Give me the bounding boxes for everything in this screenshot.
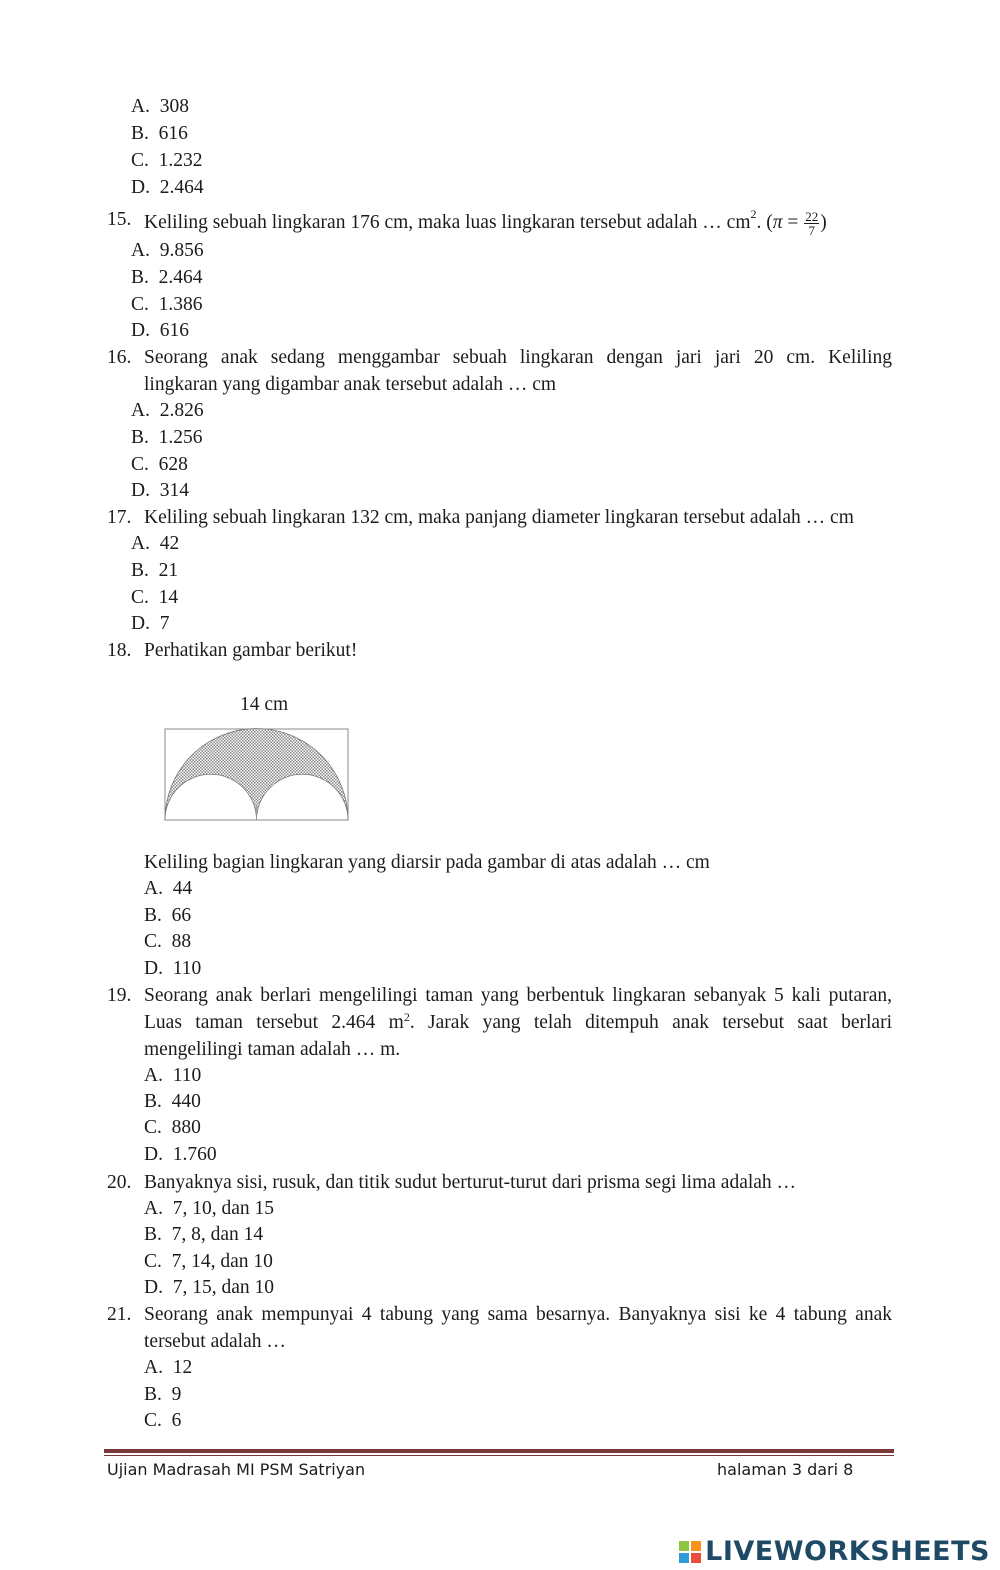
q14-option-b: B. 616	[131, 123, 188, 144]
brand-text: LIVEWORKSHEETS	[705, 1536, 990, 1567]
q15-option-c: C. 1.386	[131, 294, 203, 315]
q17-option-a: A. 42	[131, 533, 180, 554]
liveworksheets-logo-icon	[679, 1541, 701, 1563]
q18-option-c: C. 88	[144, 931, 192, 952]
q17-option-c: C. 14	[131, 587, 179, 608]
q16-option-a: A. 2.826	[131, 400, 204, 421]
footer-page-number: halaman 3 dari 8	[717, 1460, 854, 1479]
q17-number: 17.	[107, 507, 132, 528]
q21-option-a: A. 12	[144, 1357, 193, 1378]
q20-number: 20.	[107, 1172, 132, 1193]
q19-option-c: C. 880	[144, 1117, 201, 1138]
q17-option-b: B. 21	[131, 560, 179, 581]
q18-option-b: B. 66	[144, 905, 192, 926]
q21-number: 21.	[107, 1304, 132, 1325]
q18-question: Keliling bagian lingkaran yang diarsir pada gambar di atas adalah … cm	[144, 852, 710, 873]
footer-rule-thin	[104, 1455, 894, 1456]
q21-option-b: B. 9	[144, 1384, 182, 1405]
q14-option-a: A. 308	[131, 96, 189, 117]
q15-option-d: D. 616	[131, 320, 189, 341]
q16-option-b: B. 1.256	[131, 427, 203, 448]
q21-option-c: C. 6	[144, 1410, 182, 1431]
q16-option-c: C. 628	[131, 454, 188, 475]
q20-option-b: B. 7, 8, dan 14	[144, 1224, 264, 1245]
q15-option-b: B. 2.464	[131, 267, 203, 288]
q15-option-a: A. 9.856	[131, 240, 204, 261]
pi-fraction: $\frac{22}{7}$	[805, 209, 819, 238]
q18-option-d: D. 110	[144, 958, 202, 979]
q14-option-d: D. 2.464	[131, 177, 204, 198]
figure-dimension-label: 14 cm	[240, 694, 289, 715]
q18-number: 18.	[107, 640, 132, 661]
q18-option-a: A. 44	[144, 878, 193, 899]
q20-option-c: C. 7, 14, dan 10	[144, 1251, 273, 1272]
footer-school-name: Ujian Madrasah MI PSM Satriyan	[107, 1460, 366, 1479]
q21-text-line1: Seorang anak mempunyai 4 tabung yang sama besarnya. Banyaknya sisi ke 4 tabung anak	[144, 1304, 892, 1325]
liveworksheets-brand[interactable]	[679, 1536, 990, 1567]
q20-option-a: A. 7, 10, dan 15	[144, 1198, 274, 1219]
q15-text: Keliling sebuah lingkaran 176 cm, maka luas lingkaran tersebut adalah … $cm^2$. (π = $\frac{22}{7}$ )	[144, 207, 827, 238]
shaded-semicircle-figure	[164, 728, 350, 822]
q19-text-line3: mengelilingi taman adalah … m.	[144, 1039, 401, 1060]
q20-text: Banyaknya sisi, rusuk, dan titik sudut berturut-turut dari prisma segi lima adalah …	[144, 1172, 797, 1193]
q20-option-d: D. 7, 15, dan 10	[144, 1277, 274, 1298]
q18-text: Perhatikan gambar berikut!	[144, 640, 358, 661]
q19-option-b: B. 440	[144, 1091, 201, 1112]
q16-text-line1: Seorang anak sedang menggambar sebuah lingkaran dengan jari jari 20 cm. Keliling	[144, 347, 892, 368]
footer-rule-thick	[104, 1449, 894, 1453]
q19-option-d: D. 1.760	[144, 1144, 217, 1165]
q19-text-line1: Seorang anak berlari mengelilingi taman yang berbentuk lingkaran sebanyak 5 kali putaran,	[144, 985, 892, 1006]
q15-number: 15.	[107, 209, 132, 230]
q21-text-line2: tersebut adalah …	[144, 1331, 286, 1352]
q19-option-a: A. 110	[144, 1065, 202, 1086]
q16-text-line2: lingkaran yang digambar anak tersebut adalah … cm	[144, 374, 557, 395]
q16-number: 16.	[107, 347, 132, 368]
q14-option-c: C. 1.232	[131, 150, 203, 171]
q19-text-line2: Luas taman tersebut 2.464 $m^2$. Jarak yang telah ditempuh anak tersebut saat berlari	[144, 1010, 892, 1033]
q16-option-d: D. 314	[131, 480, 189, 501]
q17-text: Keliling sebuah lingkaran 132 cm, maka panjang diameter lingkaran tersebut adalah … cm	[144, 507, 854, 528]
q19-number: 19.	[107, 985, 132, 1006]
q17-option-d: D. 7	[131, 613, 170, 634]
